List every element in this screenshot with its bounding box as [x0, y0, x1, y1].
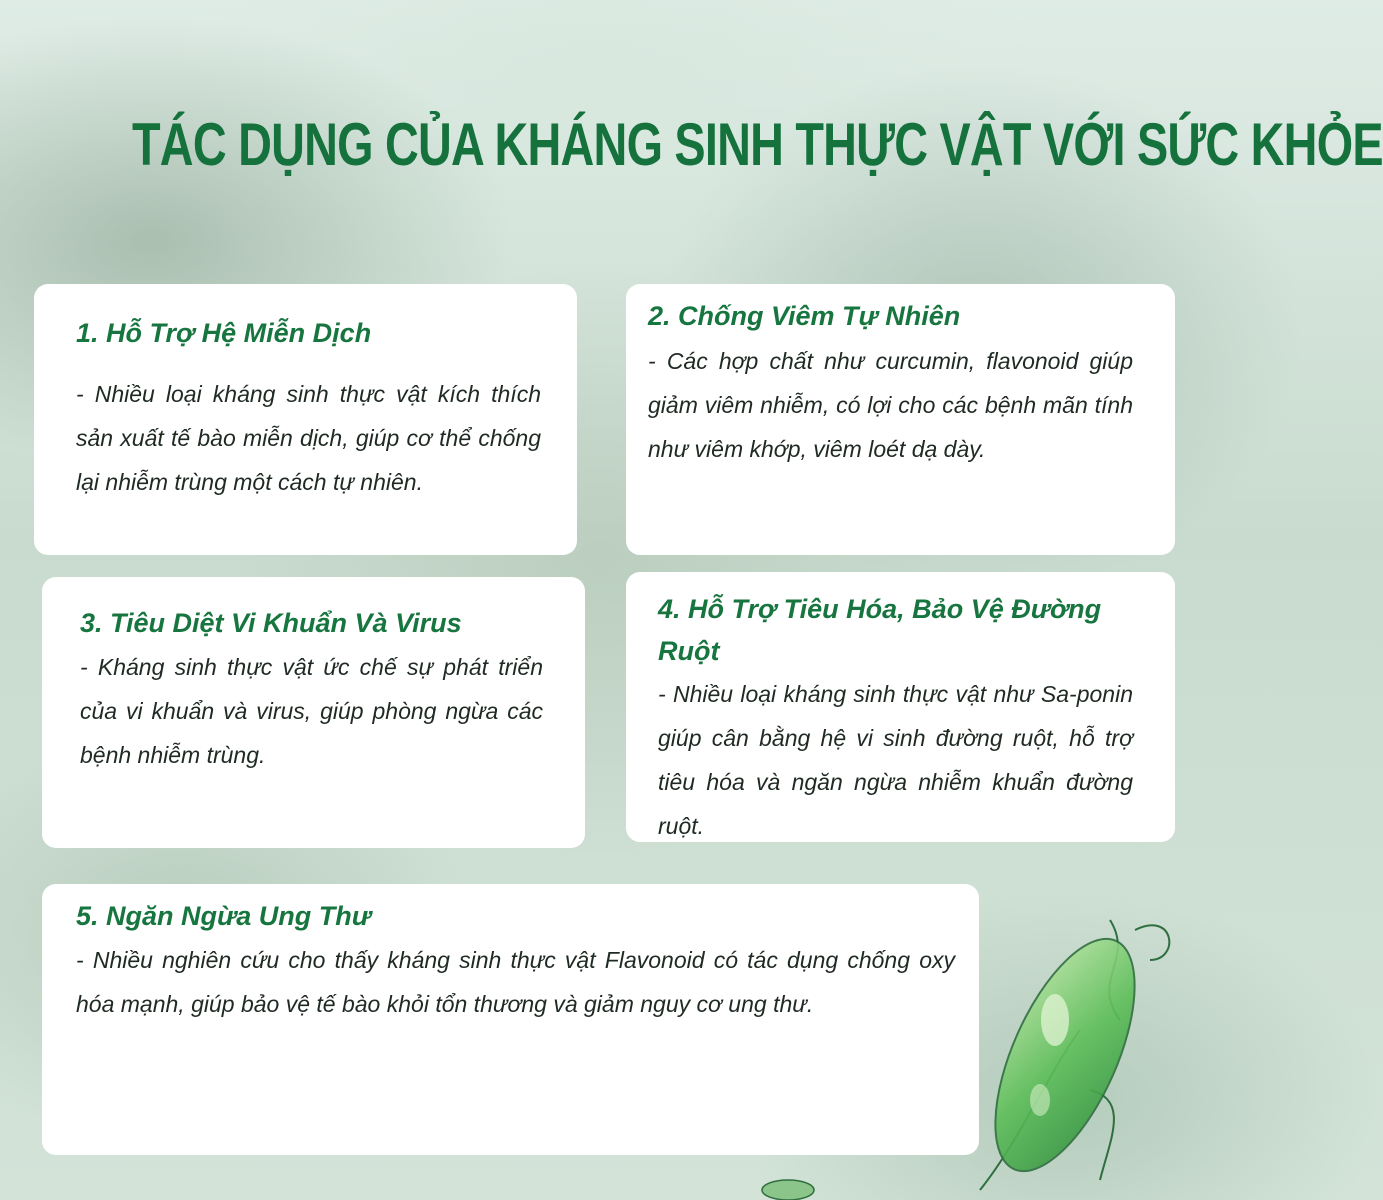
card-body: - Nhiều nghiên cứu cho thấy kháng sinh thực vật Flavonoid có tác dụng chống oxy hóa mạnh, giúp bảo vệ tế bào khỏi tổn thương và giảm nguy cơ ung thư. [76, 947, 955, 1017]
card-heading: 2. Chống Viêm Tự Nhiên [648, 301, 961, 331]
card-heading: 1. Hỗ Trợ Hệ Miễn Dịch [76, 318, 372, 348]
card-body: - Nhiều loại kháng sinh thực vật như Sa-ponin giúp cân bằng hệ vi sinh đường ruột, hỗ trợ tiêu hóa và ngăn ngừa nhiễm khuẩn đường ruột. [658, 681, 1133, 839]
benefit-card-cancer-prevention [42, 884, 979, 1155]
benefit-card-digestion [626, 572, 1175, 842]
bacteria-illustration-icon [960, 900, 1200, 1200]
card-heading: 3. Tiêu Diệt Vi Khuẩn Và Virus [80, 608, 462, 638]
benefit-card-immune [34, 284, 577, 555]
benefit-card-anti-inflammatory [626, 284, 1175, 555]
page-title: TÁC DỤNG CỦA KHÁNG SINH THỰC VẬT VỚI SỨC KHỎE [132, 111, 1383, 178]
card-heading: 4. Hỗ Trợ Tiêu Hóa, Bảo Vệ Đường Ruột [658, 594, 1102, 666]
card-body: - Kháng sinh thực vật ức chế sự phát triển của vi khuẩn và virus, giúp phòng ngừa các bệnh nhiễm trùng. [80, 654, 543, 768]
card-heading: 5. Ngăn Ngừa Ung Thư [76, 901, 372, 931]
card-body: - Các hợp chất như curcumin, flavonoid giúp giảm viêm nhiễm, có lợi cho các bệnh mãn tính như viêm khớp, viêm loét dạ dày. [648, 348, 1133, 462]
small-bacteria-icon [748, 1172, 828, 1200]
benefit-card-antibacterial [42, 577, 585, 848]
card-body: - Nhiều loại kháng sinh thực vật kích thích sản xuất tế bào miễn dịch, giúp cơ thể chống lại nhiễm trùng một cách tự nhiên. [76, 381, 541, 495]
